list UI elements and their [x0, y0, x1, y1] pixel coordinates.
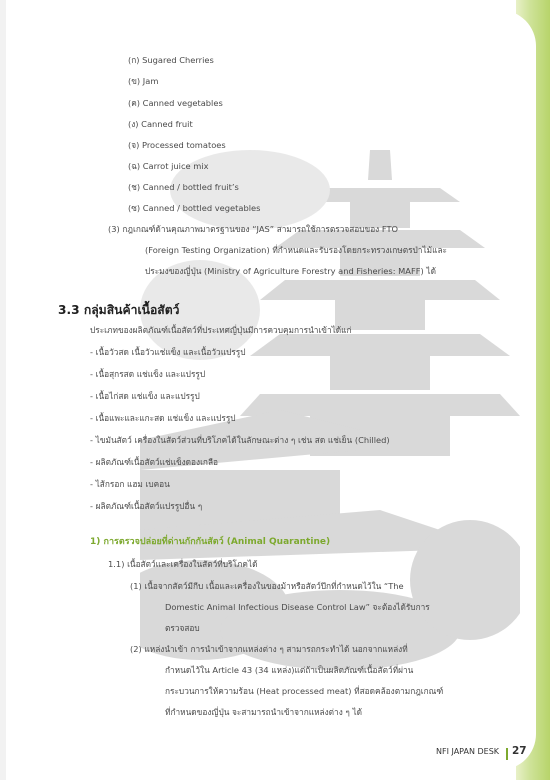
footer-label: NFI JAPAN DESK	[436, 747, 500, 756]
page-footer	[436, 745, 526, 765]
bullet-item: - ไส้กรอก แฮม เบคอน	[90, 479, 170, 489]
page-number: 27	[512, 745, 527, 757]
paragraph-line: กระบวนการให้ความร้อน (Heat processed meat) ที่สอดคล้องตามกฎเกณฑ์	[165, 686, 444, 696]
bullet-item: - เนื้อแพะและแกะสด แช่แข็ง และแปรรูป	[90, 413, 236, 423]
list-item: (ช) Canned / bottled fruit’s	[128, 182, 239, 192]
list-item: (ซ) Canned / bottled vegetables	[128, 203, 261, 213]
bullet-item: - เนื้อวัวสด เนื้อวัวแช่แข็ง และเนื้อวัวแปรรูป	[90, 347, 246, 357]
paragraph-line: ตรวจสอบ	[165, 623, 200, 633]
list-item: (จ) Processed tomatoes	[128, 140, 226, 150]
paragraph-line: ประมงของญี่ปุ่น (Ministry of Agriculture Forestry and Fisheries: MAFF) ได้	[145, 266, 436, 276]
paragraph-line: ที่กำหนดของญี่ปุ่น จะสามารถนำเข้าจากแหล่งต่าง ๆ ได้	[165, 707, 363, 717]
paragraph-line: Domestic Animal Infectious Disease Control Law” จะต้องได้รับการ	[165, 602, 430, 612]
list-item: (ง) Canned fruit	[128, 119, 193, 129]
list-item: (ค) Canned vegetables	[128, 98, 223, 108]
section-intro: ประเภทของผลิตภัณฑ์เนื้อสัตว์ที่ประเทศญี่ปุ่นมีการควบคุมการนำเข้าได้แก่	[90, 325, 352, 335]
paragraph-line: (Foreign Testing Organization) ที่กำหนดและรับรองโดยกระทรวงเกษตรป่าไม้และ	[145, 245, 448, 255]
list-item: (ฉ) Carrot juice mix	[128, 161, 209, 171]
list-item: (ก) Sugared Cherries	[128, 55, 214, 65]
footer-divider	[506, 748, 508, 760]
bullet-item: - เนื้อสุกรสด แช่แข็ง และแปรรูป	[90, 369, 206, 379]
list-item: (ข) Jam	[128, 76, 159, 86]
bullet-item: - ไขมันสัตว์ เครื่องในสัตว์ส่วนที่บริโภคได้ในลักษณะต่าง ๆ เช่น สด แช่เย็น (Chilled)	[90, 435, 390, 445]
bullet-item: - ผลิตภัณฑ์เนื้อสัตว์แช่แข็งดองเกลือ	[90, 457, 219, 467]
paragraph-line: (2) แหล่งนำเข้า การนำเข้าจากแหล่งต่าง ๆ สามารถกระทำได้ นอกจากแหล่งที่	[130, 644, 408, 654]
subsection-item: 1.1) เนื้อสัตว์และเครื่องในสัตว์ที่บริโภคได้	[108, 559, 258, 569]
subsection-heading: 1) การตรวจปล่อยที่ด่านกักกันสัตว์ (Animal Quarantine)	[90, 537, 331, 547]
paragraph-line: (3) กฎเกณฑ์ด้านคุณภาพมาตรฐานของ “JAS” สามารถใช้การตรวจสอบของ FTO	[108, 224, 399, 234]
paragraph-line: (1) เนื้อจากสัตว์มีกีบ เนื้อและเครื่องในของม้าหรือสัตว์ปีกที่กำหนดไว้ใน “The	[130, 581, 404, 591]
paragraph-line: กำหนดไว้ใน Article 43 (34 แหล่ง)แต่ถ้าเป็นผลิตภัณฑ์เนื้อสัตว์ที่ผ่าน	[165, 665, 414, 675]
bullet-item: - ผลิตภัณฑ์เนื้อสัตว์แปรรูปอื่น ๆ	[90, 501, 203, 511]
section-heading: 3.3 กลุ่มสินค้าเนื้อสัตว์	[58, 303, 180, 317]
bullet-item: - เนื้อไก่สด แช่แข็ง และแปรรูป	[90, 391, 200, 401]
